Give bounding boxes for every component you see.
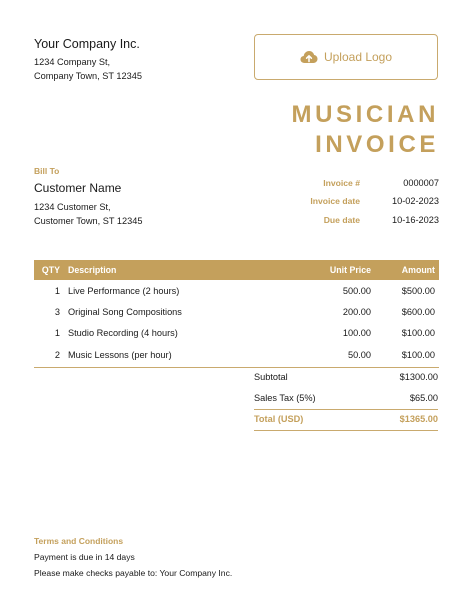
company-address-line2: Company Town, ST 12345 bbox=[34, 71, 142, 81]
table-bottom-divider bbox=[34, 367, 439, 368]
row-qty: 1 bbox=[54, 285, 60, 296]
sales-tax-value: $65.00 bbox=[409, 393, 438, 403]
header-amount: Amount bbox=[375, 260, 439, 280]
items-table bbox=[34, 260, 439, 366]
total-bottom-divider bbox=[254, 430, 438, 431]
subtotal-value: $1300.00 bbox=[399, 372, 438, 382]
subtotal-label: Subtotal bbox=[254, 372, 288, 382]
header-description: Description bbox=[64, 260, 297, 280]
row-unit-price: 100.00 bbox=[342, 328, 371, 339]
company-name: Your Company Inc. bbox=[34, 37, 140, 51]
upload-logo-button[interactable] bbox=[254, 34, 438, 80]
row-unit-price: 500.00 bbox=[342, 285, 371, 296]
table-row bbox=[34, 280, 439, 301]
table-row bbox=[34, 301, 439, 322]
invoice-title-line1: MUSICIAN bbox=[291, 101, 439, 128]
row-description: Studio Recording (4 hours) bbox=[68, 328, 178, 339]
customer-address-line1: 1234 Customer St, bbox=[34, 202, 111, 212]
row-unit-price: 50.00 bbox=[348, 349, 371, 360]
cloud-upload-icon bbox=[300, 50, 318, 64]
row-amount: $100.00 bbox=[401, 328, 435, 339]
invoice-number-label: Invoice # bbox=[323, 178, 360, 188]
upload-logo-label: Upload Logo bbox=[323, 50, 393, 64]
total-value: $1365.00 bbox=[399, 414, 438, 424]
sales-tax-row bbox=[254, 393, 438, 403]
terms-line2: Please make checks payable to: Your Company Inc. bbox=[34, 568, 233, 578]
invoice-number: 0000007 bbox=[403, 178, 439, 188]
sales-tax-label: Sales Tax (5%) bbox=[254, 393, 316, 403]
terms-label: Terms and Conditions bbox=[34, 536, 124, 546]
table-row bbox=[34, 344, 439, 365]
total-top-divider bbox=[254, 409, 438, 410]
invoice-date: 10-02-2023 bbox=[392, 196, 439, 206]
row-description: Music Lessons (per hour) bbox=[68, 349, 172, 360]
header-qty: QTY bbox=[34, 260, 64, 280]
due-date-label: Due date bbox=[323, 215, 360, 225]
row-amount: $100.00 bbox=[401, 349, 435, 360]
row-amount: $600.00 bbox=[401, 307, 435, 318]
subtotal-row bbox=[254, 372, 438, 382]
row-qty: 2 bbox=[54, 349, 60, 360]
total-label: Total (USD) bbox=[254, 414, 304, 424]
customer-name: Customer Name bbox=[34, 181, 122, 195]
row-unit-price: 200.00 bbox=[342, 307, 371, 318]
row-description: Live Performance (2 hours) bbox=[68, 285, 180, 296]
terms-line1: Payment is due in 14 days bbox=[34, 552, 135, 562]
table-header-row bbox=[34, 260, 439, 280]
invoice-date-label: Invoice date bbox=[310, 196, 360, 206]
table-row bbox=[34, 323, 439, 344]
bill-to-label: Bill To bbox=[34, 166, 60, 176]
row-description: Original Song Compositions bbox=[68, 307, 182, 318]
invoice-title bbox=[292, 100, 439, 160]
company-address-line1: 1234 Company St, bbox=[34, 57, 111, 67]
row-amount: $500.00 bbox=[401, 285, 435, 296]
customer-address-line2: Customer Town, ST 12345 bbox=[34, 216, 143, 226]
due-date: 10-16-2023 bbox=[392, 215, 439, 225]
row-qty: 3 bbox=[54, 307, 60, 318]
total-row bbox=[254, 414, 438, 424]
invoice-title-line2: INVOICE bbox=[315, 131, 439, 158]
header-unit-price: Unit Price bbox=[297, 260, 375, 280]
row-qty: 1 bbox=[54, 328, 60, 339]
